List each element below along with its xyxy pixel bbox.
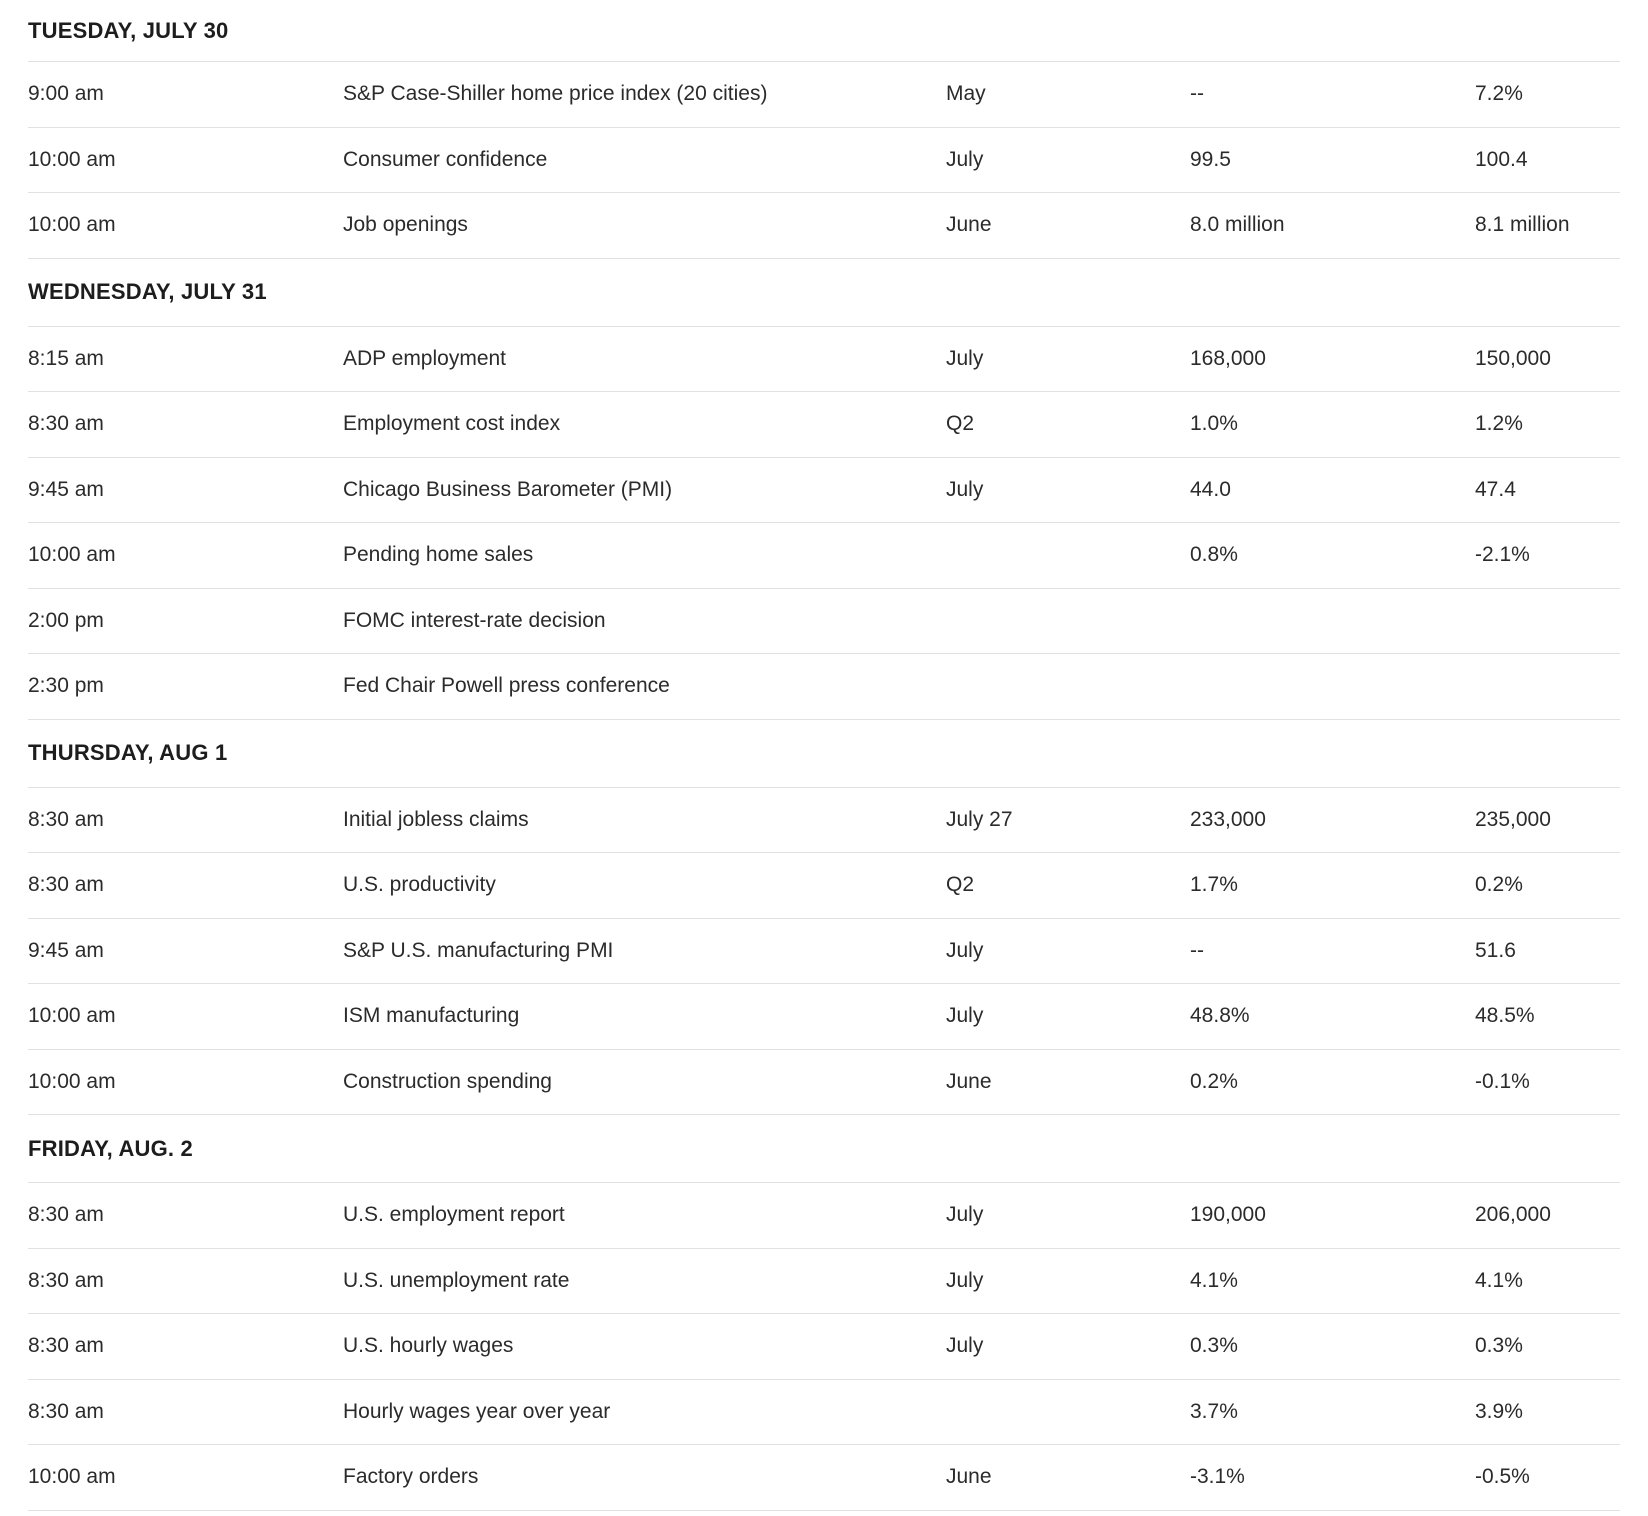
previous-cell: 47.4 — [1475, 477, 1516, 501]
forecast-cell: 190,000 — [1190, 1203, 1266, 1227]
report-cell: Initial jobless claims — [343, 807, 529, 831]
report-cell: Hourly wages year over year — [343, 1399, 611, 1423]
report-cell: U.S. hourly wages — [343, 1334, 514, 1358]
section-header-label: FRIDAY, AUG. 2 — [28, 1135, 193, 1161]
table-row — [28, 523, 1620, 589]
table-row — [28, 853, 1620, 919]
time-cell: 10:00 am — [28, 1465, 116, 1489]
period-cell: July — [946, 147, 984, 171]
report-cell: Pending home sales — [343, 543, 534, 567]
forecast-cell: -3.1% — [1190, 1465, 1245, 1489]
period-cell: July — [946, 477, 984, 501]
report-cell: S&P U.S. manufacturing PMI — [343, 938, 614, 962]
time-cell: 10:00 am — [28, 213, 116, 237]
time-cell: 10:00 am — [28, 147, 116, 171]
table-row — [28, 458, 1620, 524]
report-cell: Job openings — [343, 213, 468, 237]
time-cell: 8:30 am — [28, 1399, 104, 1423]
period-cell: July — [946, 346, 984, 370]
time-cell: 8:30 am — [28, 1203, 104, 1227]
previous-cell: 1.2% — [1475, 412, 1523, 436]
forecast-cell: -- — [1190, 82, 1204, 106]
forecast-cell: 48.8% — [1190, 1004, 1250, 1028]
table-row — [28, 327, 1620, 393]
previous-cell: 48.5% — [1475, 1004, 1535, 1028]
period-cell: May — [946, 82, 986, 106]
table-row — [28, 1050, 1620, 1116]
table-row — [28, 654, 1620, 720]
previous-cell: 150,000 — [1475, 346, 1551, 370]
forecast-cell: 4.1% — [1190, 1268, 1238, 1292]
previous-cell: -2.1% — [1475, 543, 1530, 567]
table-row — [28, 984, 1620, 1050]
period-cell: July — [946, 1203, 984, 1227]
time-cell: 2:00 pm — [28, 608, 104, 632]
period-cell: July — [946, 1268, 984, 1292]
table-row — [28, 1314, 1620, 1380]
period-cell: July — [946, 1334, 984, 1358]
table-row — [28, 919, 1620, 985]
previous-cell: 7.2% — [1475, 82, 1523, 106]
table-row — [28, 589, 1620, 655]
time-cell: 8:30 am — [28, 1334, 104, 1358]
forecast-cell: 8.0 million — [1190, 213, 1285, 237]
report-cell: ISM manufacturing — [343, 1004, 520, 1028]
forecast-cell: 3.7% — [1190, 1399, 1238, 1423]
section-header-label: THURSDAY, AUG 1 — [28, 740, 228, 765]
time-cell: 9:00 am — [28, 82, 104, 106]
report-cell: Fed Chair Powell press conference — [343, 674, 670, 698]
previous-cell: 235,000 — [1475, 807, 1551, 831]
previous-cell: 0.2% — [1475, 873, 1523, 897]
section-header-thursday — [28, 720, 1620, 788]
previous-cell: 3.9% — [1475, 1399, 1523, 1423]
forecast-cell: -- — [1190, 938, 1204, 962]
forecast-cell: 0.8% — [1190, 543, 1238, 567]
section-header-label: TUESDAY, JULY 30 — [28, 17, 229, 43]
time-cell: 9:45 am — [28, 938, 104, 962]
period-cell: June — [946, 1069, 992, 1093]
report-cell: U.S. employment report — [343, 1203, 565, 1227]
table-row — [28, 193, 1620, 259]
forecast-cell: 44.0 — [1190, 477, 1231, 501]
report-cell: Consumer confidence — [343, 147, 548, 171]
time-cell: 10:00 am — [28, 543, 116, 567]
previous-cell: 206,000 — [1475, 1203, 1551, 1227]
time-cell: 10:00 am — [28, 1004, 116, 1028]
table-row — [28, 62, 1620, 128]
table-row — [28, 1380, 1620, 1446]
previous-cell: -0.5% — [1475, 1465, 1530, 1489]
time-cell: 8:30 am — [28, 807, 104, 831]
period-cell: Q2 — [946, 412, 975, 436]
table-row — [28, 392, 1620, 458]
forecast-cell: 233,000 — [1190, 807, 1266, 831]
report-cell: FOMC interest-rate decision — [343, 608, 606, 632]
report-cell: U.S. productivity — [343, 873, 496, 897]
report-cell: Construction spending — [343, 1069, 552, 1093]
report-cell: ADP employment — [343, 346, 507, 370]
period-cell: July — [946, 938, 984, 962]
time-cell: 8:30 am — [28, 873, 104, 897]
table-row — [28, 1249, 1620, 1315]
period-cell: Q2 — [946, 873, 975, 897]
forecast-cell: 1.0% — [1190, 412, 1238, 436]
table-row — [28, 788, 1620, 854]
report-cell: Chicago Business Barometer (PMI) — [343, 477, 673, 501]
table-row — [28, 1445, 1620, 1511]
section-header-friday — [28, 1115, 1620, 1183]
forecast-cell: 1.7% — [1190, 873, 1238, 897]
period-cell: July 27 — [946, 807, 1013, 831]
time-cell: 8:30 am — [28, 412, 104, 436]
section-header-tuesday — [28, 0, 1620, 62]
table-row — [28, 128, 1620, 194]
time-cell: 8:15 am — [28, 346, 104, 370]
time-cell: 9:45 am — [28, 477, 104, 501]
forecast-cell: 168,000 — [1190, 346, 1266, 370]
report-cell: S&P Case-Shiller home price index (20 cities) — [343, 82, 768, 106]
previous-cell: 100.4 — [1475, 147, 1528, 171]
section-header-label: WEDNESDAY, JULY 31 — [28, 279, 267, 304]
report-cell: U.S. unemployment rate — [343, 1268, 570, 1292]
forecast-cell: 0.3% — [1190, 1334, 1238, 1358]
previous-cell: -0.1% — [1475, 1069, 1530, 1093]
table-row — [28, 1183, 1620, 1249]
previous-cell: 4.1% — [1475, 1268, 1523, 1292]
report-cell: Employment cost index — [343, 412, 561, 436]
time-cell: 8:30 am — [28, 1268, 104, 1292]
previous-cell: 0.3% — [1475, 1334, 1523, 1358]
period-cell: June — [946, 213, 992, 237]
forecast-cell: 99.5 — [1190, 147, 1231, 171]
report-cell: Factory orders — [343, 1465, 479, 1489]
forecast-cell: 0.2% — [1190, 1069, 1238, 1093]
time-cell: 2:30 pm — [28, 674, 104, 698]
period-cell: June — [946, 1465, 992, 1489]
time-cell: 10:00 am — [28, 1069, 116, 1093]
previous-cell: 8.1 million — [1475, 213, 1570, 237]
section-header-wednesday — [28, 259, 1620, 327]
period-cell: July — [946, 1004, 984, 1028]
previous-cell: 51.6 — [1475, 938, 1516, 962]
